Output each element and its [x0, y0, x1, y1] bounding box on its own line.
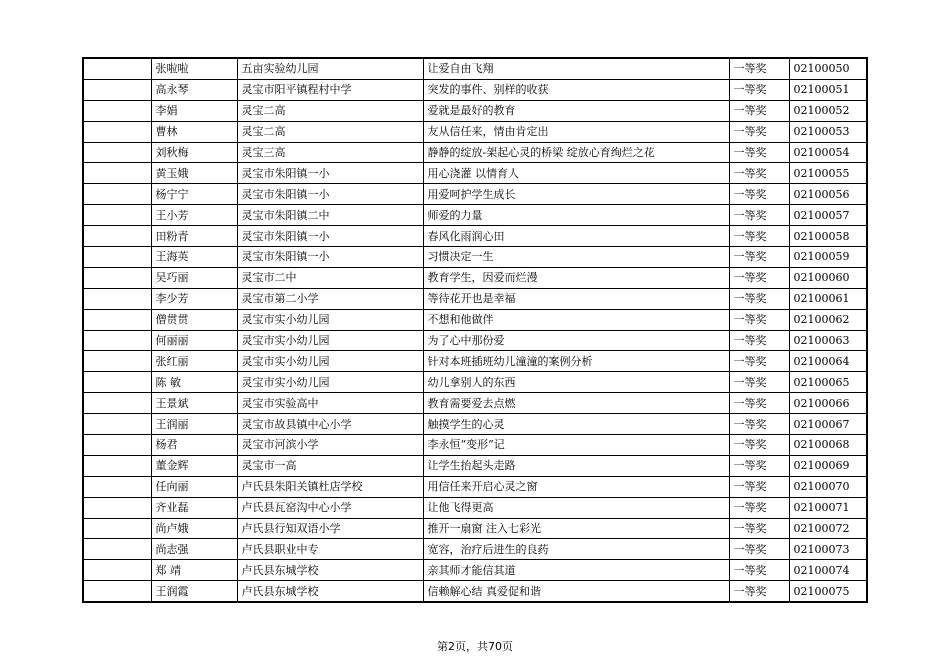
name-cell: 田粉青	[151, 226, 237, 247]
title-cell: 推开一扇窗 注入七彩光	[423, 518, 729, 539]
school-cell: 灵宝市河滨小学	[237, 435, 423, 456]
award-cell: 一等奖	[729, 288, 789, 309]
row-number-cell	[83, 247, 151, 268]
title-cell: 触摸学生的心灵	[423, 414, 729, 435]
school-cell: 灵宝市实小幼儿园	[237, 330, 423, 351]
table-row	[83, 581, 867, 602]
title-cell: 李永恒“变形”记	[423, 435, 729, 456]
award-cell: 一等奖	[729, 163, 789, 184]
table-row	[83, 539, 867, 560]
table-row	[83, 226, 867, 247]
table-row	[83, 414, 867, 435]
name-cell: 王景斌	[151, 393, 237, 414]
school-cell: 卢氏县朱阳关镇杜店学校	[237, 476, 423, 497]
title-cell: 幼儿拿别人的东西	[423, 372, 729, 393]
award-cell: 一等奖	[729, 205, 789, 226]
code-cell: 02100067	[789, 414, 867, 435]
code-cell: 02100072	[789, 518, 867, 539]
name-cell: 曹林	[151, 121, 237, 142]
school-cell: 灵宝市二中	[237, 267, 423, 288]
title-cell: 让爱自由飞翔	[423, 58, 729, 79]
code-cell: 02100055	[789, 163, 867, 184]
table-row	[83, 288, 867, 309]
name-cell: 张啦啦	[151, 58, 237, 79]
award-cell: 一等奖	[729, 414, 789, 435]
row-number-cell	[83, 330, 151, 351]
table-row	[83, 205, 867, 226]
table-row	[83, 121, 867, 142]
school-cell: 卢氏县东城学校	[237, 560, 423, 581]
school-cell: 灵宝市朱阳镇一小	[237, 226, 423, 247]
name-cell: 李少芳	[151, 288, 237, 309]
award-cell: 一等奖	[729, 309, 789, 330]
school-cell: 灵宝市阳平镇程村中学	[237, 79, 423, 100]
row-number-cell	[83, 581, 151, 602]
name-cell: 张红丽	[151, 351, 237, 372]
row-number-cell	[83, 414, 151, 435]
title-cell: 等待花开也是幸福	[423, 288, 729, 309]
row-number-cell	[83, 100, 151, 121]
school-cell: 灵宝市实验高中	[237, 393, 423, 414]
row-number-cell	[83, 58, 151, 79]
name-cell: 董金辉	[151, 455, 237, 476]
table-row	[83, 247, 867, 268]
name-cell: 陈 敏	[151, 372, 237, 393]
award-cell: 一等奖	[729, 476, 789, 497]
code-cell: 02100054	[789, 142, 867, 163]
table-row	[83, 267, 867, 288]
code-cell: 02100061	[789, 288, 867, 309]
code-cell: 02100068	[789, 435, 867, 456]
title-cell: 信赖解心结 真爱促和谐	[423, 581, 729, 602]
table-row	[83, 79, 867, 100]
award-cell: 一等奖	[729, 184, 789, 205]
award-cell: 一等奖	[729, 581, 789, 602]
table-body	[83, 58, 867, 602]
row-number-cell	[83, 142, 151, 163]
table-row	[83, 393, 867, 414]
school-cell: 灵宝二高	[237, 100, 423, 121]
table-row	[83, 560, 867, 581]
award-cell: 一等奖	[729, 79, 789, 100]
name-cell: 王润霞	[151, 581, 237, 602]
name-cell: 王润丽	[151, 414, 237, 435]
award-cell: 一等奖	[729, 455, 789, 476]
title-cell: 春风化雨润心田	[423, 226, 729, 247]
row-number-cell	[83, 518, 151, 539]
award-cell: 一等奖	[729, 560, 789, 581]
name-cell: 郑 靖	[151, 560, 237, 581]
name-cell: 齐业磊	[151, 497, 237, 518]
school-cell: 卢氏县瓦窑沟中心小学	[237, 497, 423, 518]
code-cell: 02100053	[789, 121, 867, 142]
award-cell: 一等奖	[729, 267, 789, 288]
name-cell: 尚志强	[151, 539, 237, 560]
code-cell: 02100051	[789, 79, 867, 100]
award-cell: 一等奖	[729, 142, 789, 163]
row-number-cell	[83, 267, 151, 288]
award-cell: 一等奖	[729, 372, 789, 393]
school-cell: 灵宝市实小幼儿园	[237, 309, 423, 330]
code-cell: 02100074	[789, 560, 867, 581]
table-row	[83, 330, 867, 351]
name-cell: 杨宁宁	[151, 184, 237, 205]
table-row	[83, 58, 867, 79]
award-cell: 一等奖	[729, 330, 789, 351]
code-cell: 02100069	[789, 455, 867, 476]
title-cell: 为了心中那份爱	[423, 330, 729, 351]
code-cell: 02100066	[789, 393, 867, 414]
row-number-cell	[83, 351, 151, 372]
name-cell: 黄玉娥	[151, 163, 237, 184]
name-cell: 王海英	[151, 247, 237, 268]
award-cell: 一等奖	[729, 121, 789, 142]
code-cell: 02100052	[789, 100, 867, 121]
code-cell: 02100070	[789, 476, 867, 497]
school-cell: 卢氏县行知双语小学	[237, 518, 423, 539]
title-cell: 友从信任来，情由肯定出	[423, 121, 729, 142]
school-cell: 灵宝三高	[237, 142, 423, 163]
title-cell: 习惯决定一生	[423, 247, 729, 268]
code-cell: 02100064	[789, 351, 867, 372]
title-cell: 教育学生，因爱而烂漫	[423, 267, 729, 288]
row-number-cell	[83, 560, 151, 581]
title-cell: 让学生抬起头走路	[423, 455, 729, 476]
school-cell: 卢氏县职业中专	[237, 539, 423, 560]
name-cell: 刘秋梅	[151, 142, 237, 163]
row-number-cell	[83, 539, 151, 560]
name-cell: 杨君	[151, 435, 237, 456]
school-cell: 灵宝二高	[237, 121, 423, 142]
title-cell: 爱就是最好的教育	[423, 100, 729, 121]
table-row	[83, 100, 867, 121]
table-row	[83, 184, 867, 205]
code-cell: 02100059	[789, 247, 867, 268]
code-cell: 02100073	[789, 539, 867, 560]
code-cell: 02100062	[789, 309, 867, 330]
school-cell: 灵宝市实小幼儿园	[237, 351, 423, 372]
table-row	[83, 163, 867, 184]
page-footer: 第2页，共70页	[437, 640, 513, 653]
award-cell: 一等奖	[729, 100, 789, 121]
row-number-cell	[83, 163, 151, 184]
award-cell: 一等奖	[729, 518, 789, 539]
table-row	[83, 435, 867, 456]
school-cell: 灵宝市实小幼儿园	[237, 372, 423, 393]
row-number-cell	[83, 205, 151, 226]
code-cell: 02100063	[789, 330, 867, 351]
row-number-cell	[83, 79, 151, 100]
school-cell: 五亩实验幼儿园	[237, 58, 423, 79]
code-cell: 02100060	[789, 267, 867, 288]
title-cell: 用心浇灌 以情育人	[423, 163, 729, 184]
row-number-cell	[83, 121, 151, 142]
table-row	[83, 372, 867, 393]
name-cell: 何丽丽	[151, 330, 237, 351]
school-cell: 灵宝市朱阳镇二中	[237, 205, 423, 226]
code-cell: 02100058	[789, 226, 867, 247]
name-cell: 尚卢娥	[151, 518, 237, 539]
title-cell: 针对本班插班幼儿潼潼的案例分析	[423, 351, 729, 372]
row-number-cell	[83, 226, 151, 247]
title-cell: 用爱呵护学生成长	[423, 184, 729, 205]
row-number-cell	[83, 184, 151, 205]
row-number-cell	[83, 288, 151, 309]
name-cell: 王小芳	[151, 205, 237, 226]
code-cell: 02100065	[789, 372, 867, 393]
title-cell: 让他飞得更高	[423, 497, 729, 518]
title-cell: 不想和他做伴	[423, 309, 729, 330]
award-cell: 一等奖	[729, 351, 789, 372]
school-cell: 灵宝市朱阳镇一小	[237, 247, 423, 268]
name-cell: 僧贯贯	[151, 309, 237, 330]
row-number-cell	[83, 372, 151, 393]
title-cell: 亲其师才能信其道	[423, 560, 729, 581]
code-cell: 02100075	[789, 581, 867, 602]
name-cell: 任向丽	[151, 476, 237, 497]
title-cell: 突发的事件、别样的收获	[423, 79, 729, 100]
table-row	[83, 351, 867, 372]
award-cell: 一等奖	[729, 247, 789, 268]
row-number-cell	[83, 497, 151, 518]
title-cell: 师爱的力量	[423, 205, 729, 226]
row-number-cell	[83, 309, 151, 330]
name-cell: 吴巧丽	[151, 267, 237, 288]
code-cell: 02100071	[789, 497, 867, 518]
award-cell: 一等奖	[729, 539, 789, 560]
table-row	[83, 518, 867, 539]
school-cell: 灵宝市朱阳镇一小	[237, 163, 423, 184]
school-cell: 灵宝市故县镇中心小学	[237, 414, 423, 435]
table-row	[83, 309, 867, 330]
school-cell: 灵宝市一高	[237, 455, 423, 476]
award-cell: 一等奖	[729, 435, 789, 456]
award-cell: 一等奖	[729, 497, 789, 518]
row-number-cell	[83, 435, 151, 456]
table-row	[83, 476, 867, 497]
table-row	[83, 497, 867, 518]
school-cell: 灵宝市朱阳镇一小	[237, 184, 423, 205]
school-cell: 灵宝市第二小学	[237, 288, 423, 309]
award-table	[82, 57, 868, 603]
code-cell: 02100057	[789, 205, 867, 226]
title-cell: 静静的绽放-架起心灵的桥梁 绽放心育绚烂之花	[423, 142, 729, 163]
row-number-cell	[83, 393, 151, 414]
award-cell: 一等奖	[729, 58, 789, 79]
title-cell: 宽容，治疗后进生的良药	[423, 539, 729, 560]
name-cell: 李娟	[151, 100, 237, 121]
award-cell: 一等奖	[729, 226, 789, 247]
title-cell: 教育需要爱去点燃	[423, 393, 729, 414]
award-cell: 一等奖	[729, 393, 789, 414]
school-cell: 卢氏县东城学校	[237, 581, 423, 602]
title-cell: 用信任来开启心灵之窗	[423, 476, 729, 497]
code-cell: 02100050	[789, 58, 867, 79]
name-cell: 高永琴	[151, 79, 237, 100]
table-row	[83, 142, 867, 163]
code-cell: 02100056	[789, 184, 867, 205]
table-row	[83, 455, 867, 476]
row-number-cell	[83, 455, 151, 476]
row-number-cell	[83, 476, 151, 497]
